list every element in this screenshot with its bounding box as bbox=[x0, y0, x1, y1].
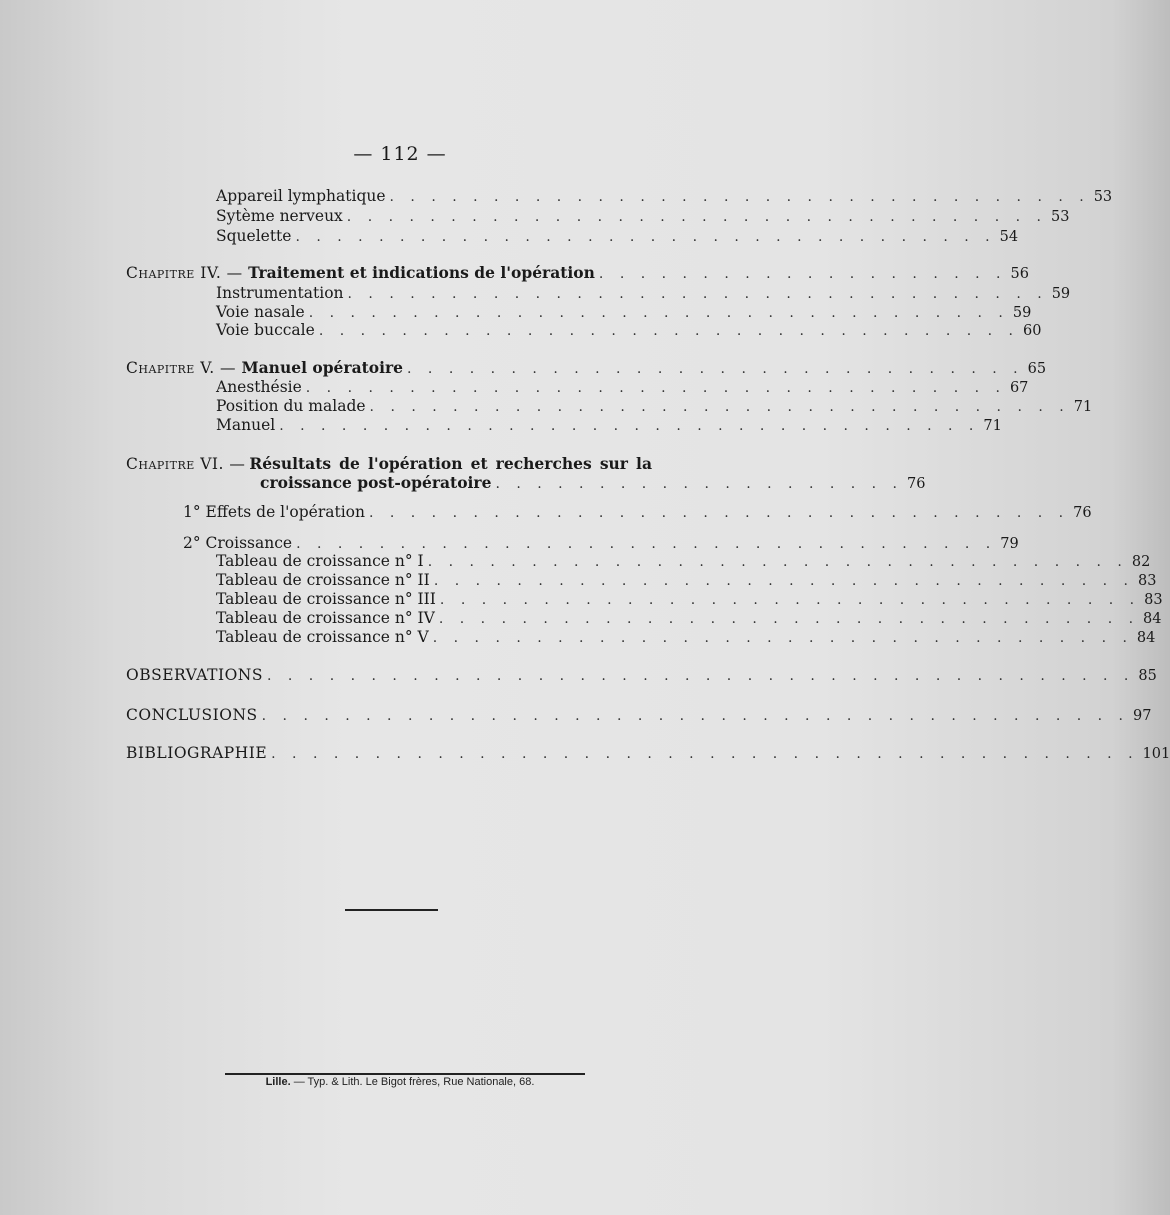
toc-entry-page: 85 bbox=[1138, 668, 1157, 684]
toc-entry-continuation bbox=[260, 473, 926, 494]
leader-dots: . . . . . . . . . . . . . . . . . . . . . . . . . . . . . . . . . . bbox=[308, 305, 1009, 321]
toc-entry-label: 2° Croissance bbox=[183, 534, 293, 552]
leader-dots: . . . . . . . . . . . . . . . . . . . . . . . . . . . . . . . . . . bbox=[389, 189, 1090, 205]
toc-entry-page: 67 bbox=[1009, 380, 1029, 396]
toc-entry-label: Instrumentation bbox=[216, 284, 344, 302]
toc-entry-label: Appareil lymphatique bbox=[216, 187, 386, 205]
leader-dots: . . . . . . . . . . . . . . . . . . . . . . . . . . . . . . . . . . bbox=[318, 323, 1019, 339]
toc-entry-label: Sytème nerveux bbox=[216, 207, 343, 225]
toc-entry bbox=[216, 377, 1029, 398]
leader-dots: . . . . . . . . . . . . . . . . . . . . bbox=[495, 476, 904, 492]
toc-section-entry bbox=[126, 665, 1157, 686]
toc-entry-page: 71 bbox=[983, 418, 1002, 434]
toc-entry-page: 65 bbox=[1027, 361, 1047, 377]
toc-entry-page: 76 bbox=[907, 476, 926, 492]
toc-entry bbox=[216, 226, 1019, 247]
toc-entry-page: 97 bbox=[1133, 708, 1152, 724]
toc-entry-label: Tableau de croissance n° III bbox=[216, 590, 436, 608]
toc-entry bbox=[216, 608, 1162, 629]
toc-entry-page: 59 bbox=[1012, 305, 1032, 321]
leader-dots: . . . . . . . . . . . . . . . . . . . . . . . . . . . . . . . . . . bbox=[305, 380, 1006, 396]
toc-entry-label: Manuel bbox=[216, 416, 276, 434]
toc-entry bbox=[216, 570, 1157, 591]
toc-entry-page: 76 bbox=[1073, 505, 1092, 521]
imprint-printer: — Typ. & Lith. Le Bigot frères, Rue Nationale, 68. bbox=[290, 1076, 535, 1088]
toc-entry-page: 101 bbox=[1142, 746, 1170, 762]
printer-imprint bbox=[0, 1076, 800, 1088]
toc-entry-label: Tableau de croissance n° V bbox=[216, 628, 429, 646]
toc-entry-page: 84 bbox=[1143, 611, 1162, 627]
toc-entry-page: 53 bbox=[1093, 189, 1113, 205]
toc-entry-label: Traitement et indications de l'opération bbox=[248, 263, 595, 282]
toc-entry-page: 60 bbox=[1022, 323, 1042, 339]
chapter-prefix: Chapitre IV. — bbox=[126, 264, 249, 282]
toc-entry bbox=[216, 589, 1163, 610]
separator-rule bbox=[345, 909, 438, 911]
leader-dots: . . . . . . . . . . . . . . . . . . . . . . . . . . . . . . . . . . bbox=[295, 229, 996, 245]
toc-entry-page: 59 bbox=[1051, 286, 1071, 302]
leader-dots: . . . . . . . . . . . . . . . . . . . . . . . . . . . . . . . . . . bbox=[368, 505, 1070, 521]
toc-entry-page: 83 bbox=[1137, 573, 1157, 589]
toc-chapter-entry bbox=[126, 454, 686, 474]
toc-entry bbox=[216, 206, 1070, 227]
toc-entry-label: Manuel opératoire bbox=[241, 358, 404, 377]
leader-dots: . . . . . . . . . . . . . . . . . . . . . . . . . . . . . . . . . . bbox=[369, 399, 1070, 415]
toc-entry-page: 82 bbox=[1131, 554, 1151, 570]
toc-entry-label: Tableau de croissance n° IV bbox=[216, 609, 435, 627]
toc-entry-page: 84 bbox=[1136, 630, 1156, 646]
toc-entry-label: Tableau de croissance n° II bbox=[216, 571, 430, 589]
imprint-city: Lille. bbox=[265, 1076, 291, 1088]
toc-entry-label: 1° Effets de l'opération bbox=[183, 503, 365, 521]
toc-entry-label: CONCLUSIONS bbox=[126, 706, 258, 724]
toc-entry-page: 54 bbox=[999, 229, 1019, 245]
toc-entry bbox=[216, 320, 1042, 341]
toc-entry-label: Voie nasale bbox=[216, 303, 305, 321]
toc-entry-label: Squelette bbox=[216, 227, 292, 245]
toc-entry-label: BIBLIOGRAPHIE bbox=[126, 744, 268, 762]
leader-dots: . . . . . . . . . . . . . . . . . . . . . . . . . . . . . . . . . . bbox=[438, 611, 1140, 627]
toc-entry bbox=[216, 396, 1093, 417]
leader-dots: . . . . . . . . . . . . . . . . . . . . . . . . . . . . . . . . . . bbox=[279, 418, 980, 434]
toc-entry bbox=[183, 502, 1092, 523]
leader-dots: . . . . . . . . . . . . . . . . . . . . . . . . . . . . . . . . . . . . . . . . . . bbox=[261, 708, 1130, 724]
leader-dots: . . . . . . . . . . . . . . . . . . . . bbox=[598, 266, 1007, 282]
toc-entry-page: 83 bbox=[1144, 592, 1163, 608]
toc-section-entry bbox=[126, 743, 1170, 764]
leader-dots: . . . . . . . . . . . . . . . . . . . . . . . . . . . . . . . . . . bbox=[439, 592, 1141, 608]
toc-entry-page: 56 bbox=[1010, 266, 1029, 282]
toc-entry bbox=[216, 415, 1002, 436]
toc-entry-label: Anesthésie bbox=[216, 378, 302, 396]
toc-section-entry bbox=[126, 705, 1152, 726]
leader-dots: . . . . . . . . . . . . . . . . . . . . . . . . . . . . . . . . . . bbox=[347, 286, 1048, 302]
leader-dots: . . . . . . . . . . . . . . . . . . . . . . . . . . . . . . . . . . bbox=[346, 209, 1047, 225]
toc-entry-page: 53 bbox=[1050, 209, 1070, 225]
toc-entry bbox=[216, 627, 1156, 648]
chapter-prefix: Chapitre VI. — bbox=[126, 455, 246, 473]
leader-dots: . . . . . . . . . . . . . . . . . . . . . . . . . . . . . . bbox=[407, 361, 1024, 377]
toc-entry bbox=[216, 186, 1113, 207]
toc-chapter-entry bbox=[126, 358, 1047, 379]
toc-entry bbox=[216, 283, 1071, 304]
toc-entry-label: Position du malade bbox=[216, 397, 366, 415]
toc-entry bbox=[216, 551, 1151, 572]
toc-chapter-entry bbox=[126, 263, 1029, 284]
chapter-prefix: Chapitre V. — bbox=[126, 359, 242, 377]
toc-entry-page: 71 bbox=[1073, 399, 1093, 415]
leader-dots: . . . . . . . . . . . . . . . . . . . . . . . . . . . . . . . . . . . . . . . . . . bbox=[267, 668, 1135, 684]
leader-dots: . . . . . . . . . . . . . . . . . . . . . . . . . . . . . . . . . . bbox=[427, 554, 1128, 570]
leader-dots: . . . . . . . . . . . . . . . . . . . . . . . . . . . . . . . . . . bbox=[432, 630, 1133, 646]
toc-entry-label: Tableau de croissance n° I bbox=[216, 552, 424, 570]
toc-entry-label: Résultats de l'opération et recherches sur la bbox=[249, 454, 652, 473]
leader-dots: . . . . . . . . . . . . . . . . . . . . . . . . . . . . . . . . . . bbox=[296, 536, 997, 552]
toc-entry-label: Voie buccale bbox=[216, 321, 315, 339]
leader-dots: . . . . . . . . . . . . . . . . . . . . . . . . . . . . . . . . . . bbox=[433, 573, 1134, 589]
footer-rule bbox=[225, 1073, 585, 1075]
leader-dots: . . . . . . . . . . . . . . . . . . . . . . . . . . . . . . . . . . . . . . . . . . bbox=[271, 746, 1139, 762]
toc-entry-page: 79 bbox=[1000, 536, 1019, 552]
toc-entry-label: croissance post-opératoire bbox=[260, 473, 492, 492]
page-number: — 112 — bbox=[353, 143, 447, 165]
toc-entry-label: OBSERVATIONS bbox=[126, 666, 263, 684]
